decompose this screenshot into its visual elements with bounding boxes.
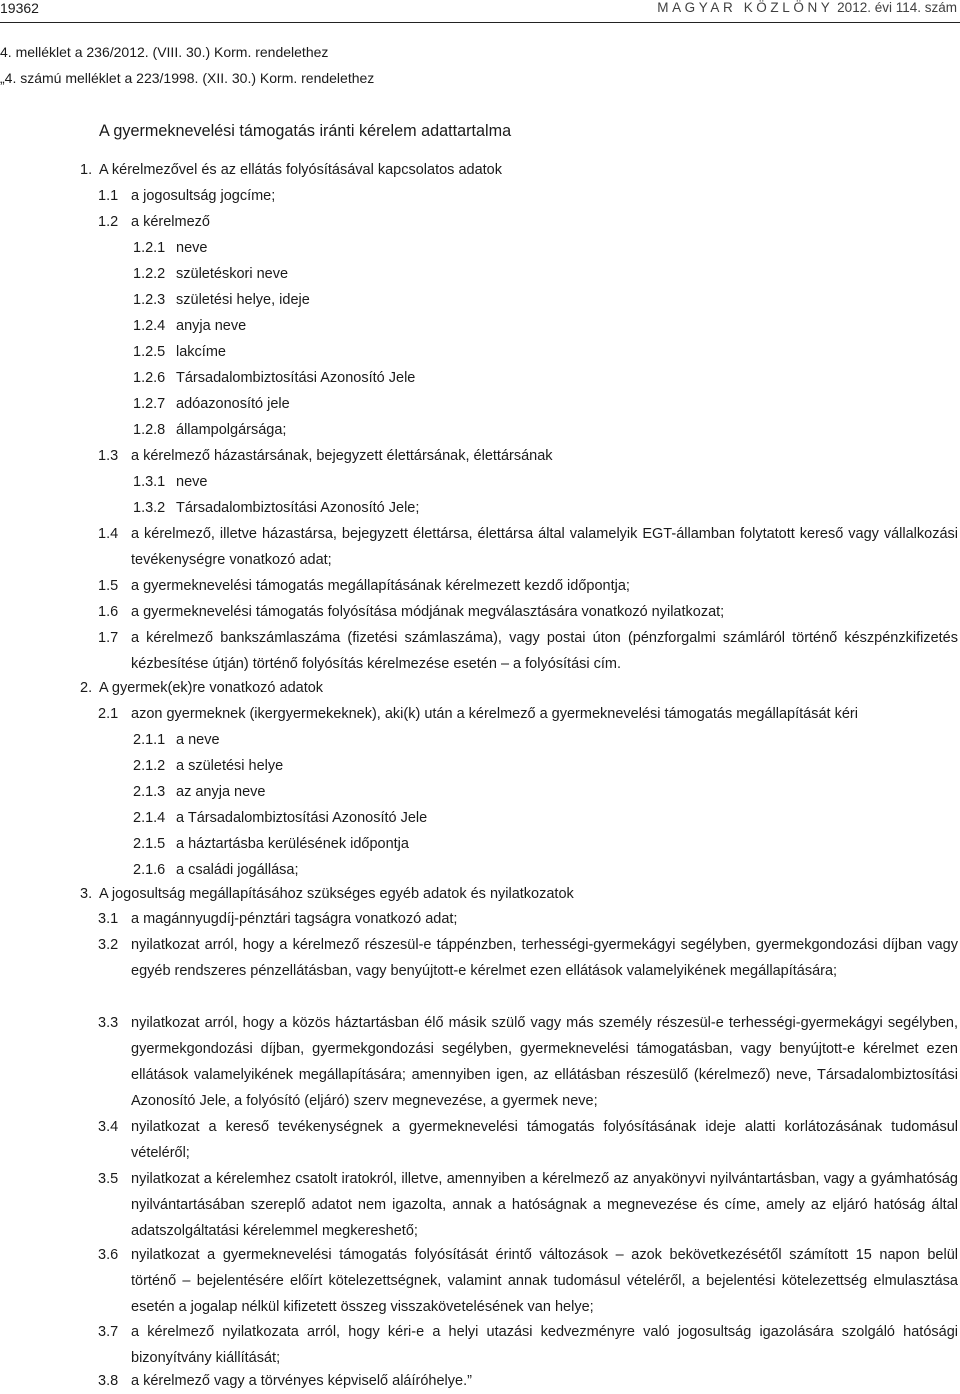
header-divider xyxy=(0,22,960,23)
item-number: 3.8 xyxy=(98,1373,119,1389)
section-title: A jogosultság megállapításához szükséges egyéb adatok és nyilatkozatok xyxy=(99,886,574,902)
item-text: a születési helye xyxy=(176,758,284,774)
section-title: A kérelmezővel és az ellátás folyósításával kapcsolatos adatok xyxy=(99,162,502,178)
item-number: 1.3 xyxy=(98,448,119,464)
item-number: 3.3 xyxy=(98,1015,119,1031)
item-number: 1.5 xyxy=(98,578,119,594)
document-title: A gyermeknevelési támogatás iránti kérelem adattartalma xyxy=(99,122,512,140)
item-text: azon gyermeknek (ikergyermekeknek), aki(k) után a kérelmező a gyermeknevelési támogatás megállapítását kéri xyxy=(131,706,858,722)
item-text: a Társadalombiztosítási Azonosító Jele xyxy=(176,810,428,826)
item-text: neve xyxy=(176,240,208,256)
item-number: 2.1.3 xyxy=(133,784,166,800)
list-item xyxy=(98,1242,958,1320)
item-text: a neve xyxy=(176,732,220,748)
item-text: az anyja neve xyxy=(176,784,266,800)
section-title: A gyermek(ek)re vonatkozó adatok xyxy=(99,680,324,696)
item-text: a kérelmező xyxy=(131,214,210,230)
item-text: Társadalombiztosítási Azonosító Jele; xyxy=(176,500,420,516)
item-number: 1.2.7 xyxy=(133,396,166,412)
item-number: 3.7 xyxy=(98,1324,119,1340)
item-text: anyja neve xyxy=(176,318,247,334)
item-text: Társadalombiztosítási Azonosító Jele xyxy=(176,370,416,386)
item-text: a kérelmező házastársának, bejegyzett élettársának, élettársának xyxy=(131,448,553,464)
item-text: nyilatkozat arról, hogy a kérelmező részesül-e táppénzben, terhességi-gyermekágyi segélyben, gyermekgondozási díjban vagy egyéb rendszeres pénzellátásban, vagy benyújtott-e kérelmet ezen ellátások valamelyikének megállapítására; xyxy=(131,937,958,979)
item-text: születéskori neve xyxy=(176,266,289,282)
item-number: 1.2 xyxy=(98,214,119,230)
item-text: a gyermeknevelési támogatás megállapításának kérelmezett kezdő időpontja; xyxy=(131,578,630,594)
list-item xyxy=(98,521,958,573)
item-number: 1.2.6 xyxy=(133,370,166,386)
item-text: a gyermeknevelési támogatás folyósítása módjának megválasztására vonatkozó nyilatkozat; xyxy=(131,604,725,620)
item-number: 1.6 xyxy=(98,604,119,620)
item-text: a kérelmező vagy a törvényes képviselő aláíróhelye.” xyxy=(131,1373,472,1389)
journal-name: MAGYAR KÖZLÖNY xyxy=(657,0,834,15)
item-number: 1.2.5 xyxy=(133,344,166,360)
item-text: nyilatkozat a kereső tevékenységnek a gyermeknevelési támogatás folyósításának ideje alatti korlátozásának tudomásul vételéről; xyxy=(131,1119,958,1161)
item-number: 1.2.4 xyxy=(133,318,166,334)
item-number: 3.6 xyxy=(98,1247,119,1263)
list-item xyxy=(98,932,958,984)
item-number: 2.1.2 xyxy=(133,758,166,774)
list-item xyxy=(98,1166,958,1244)
item-number: 1.4 xyxy=(98,526,119,542)
item-number: 2.1.1 xyxy=(133,732,166,748)
item-number: 1.7 xyxy=(98,630,119,646)
item-text: a kérelmező, illetve házastársa, bejegyzett élettársa, élettársa által valamelyik EGT-államban folytatott kereső vagy vállalkozási tevékenységre vonatkozó adat; xyxy=(131,526,958,568)
item-number: 3.2 xyxy=(98,937,119,953)
item-number: 3.1 xyxy=(98,911,119,927)
section-number: 3. xyxy=(80,886,93,902)
item-number: 2.1 xyxy=(98,706,119,722)
item-text: a kérelmező nyilatkozata arról, hogy kéri-e a helyi utazási kedvezményre való jogosultság igazolására szolgáló hatósági bizonyítvány kiállítását; xyxy=(131,1324,958,1366)
item-text: nyilatkozat a gyermeknevelési támogatás folyósítását érintő változások – azok bekövetkezésétől számított 15 napon belül történő – bejelentésére előírt kötelezettségnek, valamint annak tudomásul vételéről, a bejelentési kötelezettség elmulasztása esetén a jogalap nélkül kifizetett összeg visszakövetelésének van helye; xyxy=(131,1247,958,1315)
issue-number: 2012. évi 114. szám xyxy=(837,0,957,15)
item-text: a kérelmező bankszámlaszáma (fizetési számlaszáma), vagy postai úton (pénzforgalmi számláról történő készpénzkifizetés kézbesítése útján) történő folyósítás kérelmezése esetén – a folyósítási cím. xyxy=(131,630,958,672)
item-number: 2.1.6 xyxy=(133,862,166,878)
item-number: 2.1.4 xyxy=(133,810,166,826)
item-text: adóazonosító jele xyxy=(176,396,290,412)
list-item xyxy=(98,1319,958,1371)
item-number: 1.2.8 xyxy=(133,422,166,438)
page-number: 19362 xyxy=(0,0,39,16)
item-text: állampolgársága; xyxy=(176,422,287,438)
item-number: 1.3.1 xyxy=(133,474,166,490)
item-text: a háztartásba kerülésének időpontja xyxy=(176,836,409,852)
item-text: neve xyxy=(176,474,208,490)
section-number: 1. xyxy=(80,162,93,178)
item-number: 3.4 xyxy=(98,1119,119,1135)
item-number: 1.3.2 xyxy=(133,500,166,516)
list-item xyxy=(98,1114,958,1166)
item-number: 1.2.1 xyxy=(133,240,166,256)
item-text: a családi jogállása; xyxy=(176,862,299,878)
item-number: 1.1 xyxy=(98,188,119,204)
item-number: 1.2.2 xyxy=(133,266,166,282)
item-number: 3.5 xyxy=(98,1171,119,1187)
journal-info xyxy=(657,0,957,15)
item-text: a jogosultság jogcíme; xyxy=(131,188,276,204)
item-text: nyilatkozat a kérelemhez csatolt iratokról, illetve, amennyiben a kérelmező az anyakönyvi nyilvántartásban, vagy a gyámhatóság nyilvántartásában szereplő adatot nem igazolta, annak a hatóságnak a megnevezése és címe, amely az eljáró hatóság által adatszolgáltatási kérelemmel megkereshető; xyxy=(131,1171,958,1239)
item-number: 1.2.3 xyxy=(133,292,166,308)
list-item xyxy=(98,625,958,677)
annex-line-1: 4. melléklet a 236/2012. (VIII. 30.) Korm. rendelethez xyxy=(0,44,329,60)
item-text: a magánnyugdíj-pénztári tagságra vonatkozó adat; xyxy=(131,911,458,927)
annex-line-2: „4. számú melléklet a 223/1998. (XII. 30.) Korm. rendelethez xyxy=(0,70,375,86)
list-item xyxy=(98,1010,958,1114)
item-text: születési helye, ideje xyxy=(176,292,310,308)
item-number: 2.1.5 xyxy=(133,836,166,852)
page-header xyxy=(0,0,960,22)
item-text: lakcíme xyxy=(176,344,226,360)
section-number: 2. xyxy=(80,680,93,696)
item-text: nyilatkozat arról, hogy a közös háztartásban élő másik szülő vagy más személy részesül-e terhességi-gyermekágyi segélyben, gyermekgondozási díjban, gyermekgondozási segélyben, gyermeknevelési támogatásban, vagy benyújtott-e kérelmet ezen ellátások valamelyikének megállapítására; amennyiben igen, az ellátásban részesülő (kérelmező) neve, Társadalombiztosítási Azonosító Jele, a folyósító (eljáró) szerv megnevezése, a gyermek neve; xyxy=(131,1015,958,1109)
